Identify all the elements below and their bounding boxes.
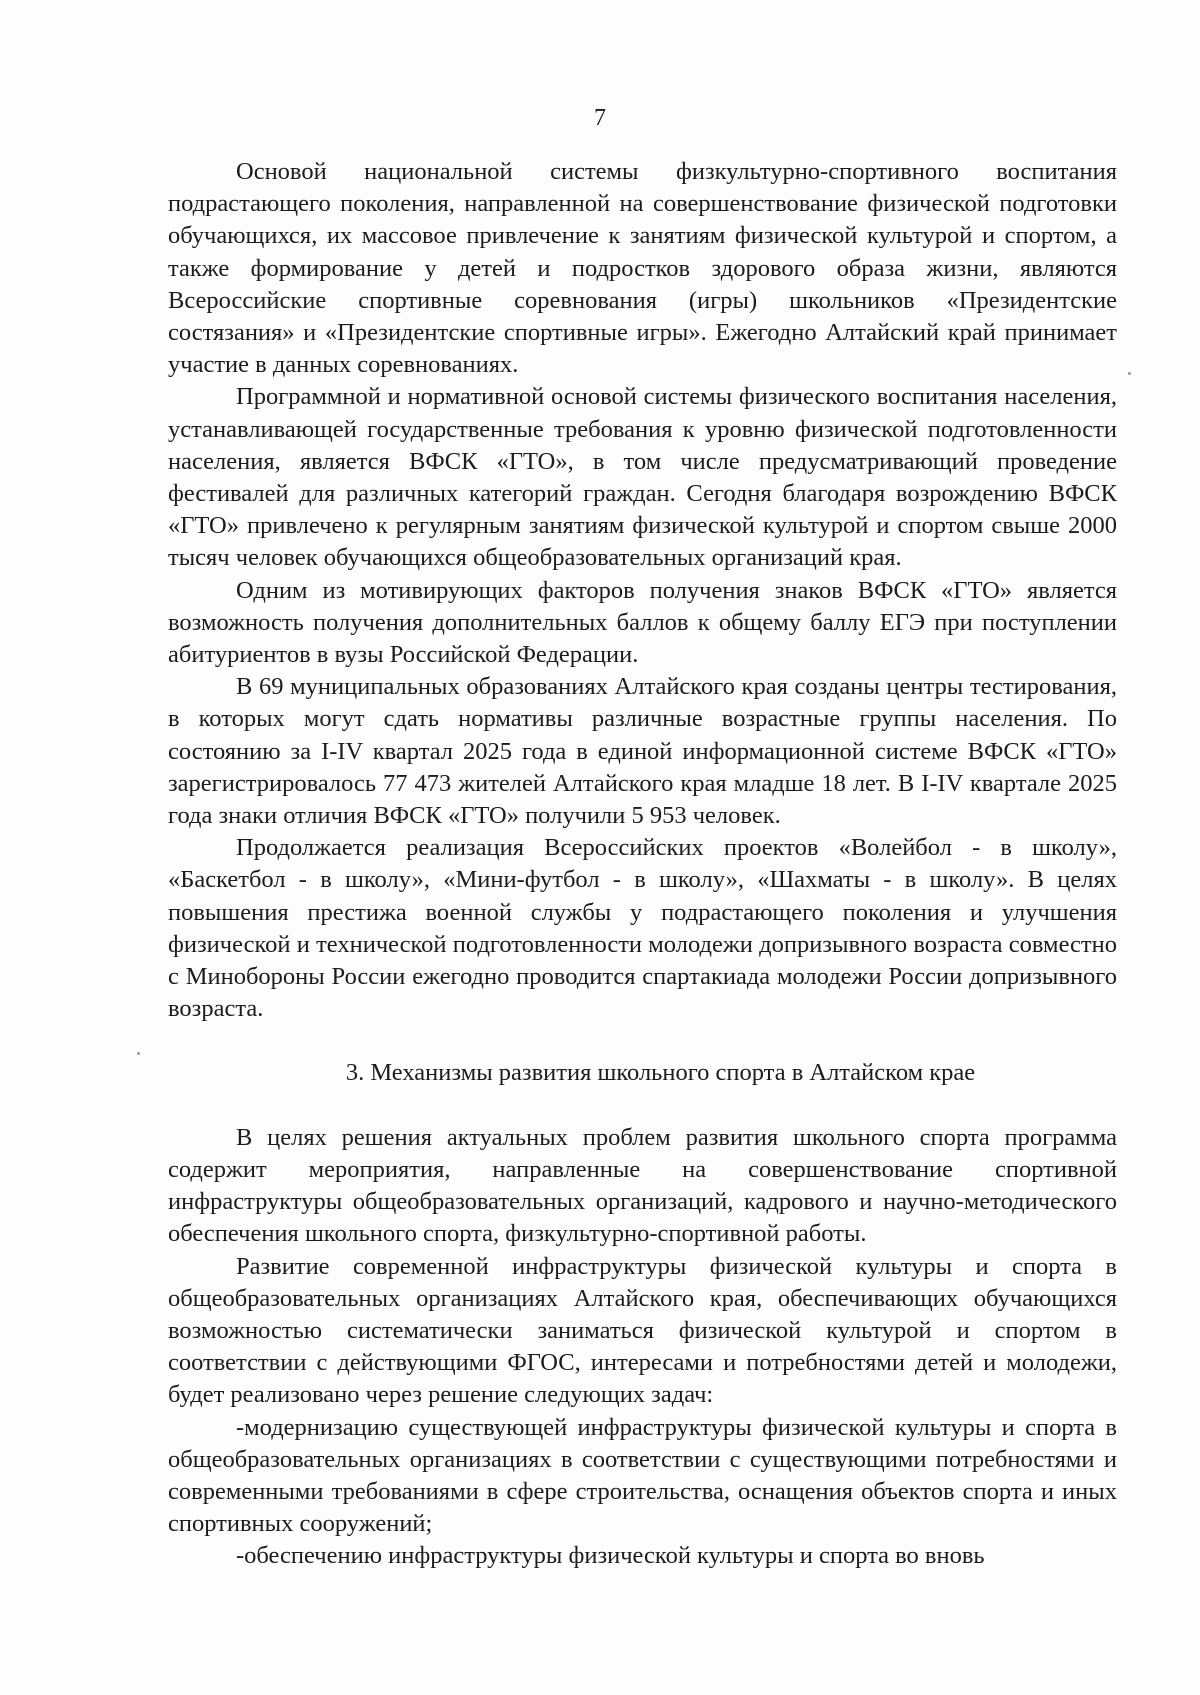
paragraph-school-projects: Продолжается реализация Всероссийских проектов «Волейбол - в школу», «Баскетбол - в школу», «Мини-футбол - в школу», «Шахматы - в школу». В целях повышения престижа военной службы у подрастающего поколения и улучшения физической и технической подготовленности молодежи допризывного возраста совместно с Минобороны России ежегодно проводится спартакиада молодежи России допризывного возраста. [168, 834, 1117, 1023]
scan-speck [1128, 372, 1131, 375]
paragraph-gto-basis: Программной и нормативной основой системы физического воспитания населения, устанавливающей государственные требования к уровню физической подготовленности населения, является ВФСК «ГТО», в том числе предусматривающий проведение фестивалей для различных категорий граждан. Сегодня благодаря возрождению ВФСК «ГТО» привлечено к регулярным занятиям физической культурой и спортом свыше 2000 тысяч человек обучающихся общеобразовательных организаций края. [168, 383, 1117, 572]
scan-speck [137, 1052, 140, 1055]
paragraph-presidential-competitions: Основой национальной системы физкультурно-спортивного воспитания подрастающего поколения, направленной на совершенствование физической подготовки обучающихся, их массовое привлечение к занятиям физической культурой и спортом, а также формирование у детей и подростков здорового образа жизни, являются Всероссийские спортивные соревнования (игры) школьников «Президентские состязания» и «Президентские спортивные игры». Ежегодно Алтайский край принимает участие в данных соревнованиях. [168, 158, 1117, 379]
paragraph-infrastructure-development: Развитие современной инфраструктуры физической культуры и спорта в общеобразовательных организациях Алтайского края, обеспечивающих обучающихся возможностью систематически заниматься физической культурой и спортом в соответствии с действующими ФГОС, интересами и потребностями детей и молодежи, будет реализовано через решение следующих задач: [168, 1252, 1117, 1409]
paragraph-gto-motivation: Одним из мотивирующих факторов получения знаков ВФСК «ГТО» является возможность получения дополнительных баллов к общему баллу ЕГЭ при поступлении абитуриентов в вузы Российской Федерации. [168, 576, 1117, 669]
spacer [168, 1090, 1117, 1122]
document-body [168, 156, 1117, 1573]
section-heading: 3. Механизмы развития школьного спорта в Алтайском крае [345, 1059, 976, 1087]
paragraph-testing-centers: В 69 муниципальных образованиях Алтайского края созданы центры тестирования, в которых могут сдать нормативы различные возрастные группы населения. По состоянию за I-IV квартал 2025 года в единой информационной системе ВФСК «ГТО» зарегистрировалось 77 473 жителей Алтайского края младше 18 лет. В I-IV квартале 2025 года знаки отличия ВФСК «ГТО» получили 5 953 человек. [168, 673, 1117, 830]
page-number: 7 [594, 105, 606, 131]
paragraph-task-new-infrastructure: -обеспечению инфраструктуры физической культуры и спорта во вновь [236, 1542, 985, 1570]
spacer [168, 1025, 1117, 1057]
paragraph-program-goals: В целях решения актуальных проблем развития школьного спорта программа содержит мероприятия, направленные на совершенствование спортивной инфраструктуры общеобразовательных организаций, кадрового и научно-методического обеспечения школьного спорта, физкультурно-спортивной работы. [168, 1123, 1117, 1248]
paragraph-task-modernization: -модернизацию существующей инфраструктуры физической культуры и спорта в общеобразовательных организациях в соответствии с существующими потребностями и современными требованиями в сфере строительства, оснащения объектов спорта и иных спортивных сооружений; [168, 1413, 1117, 1538]
